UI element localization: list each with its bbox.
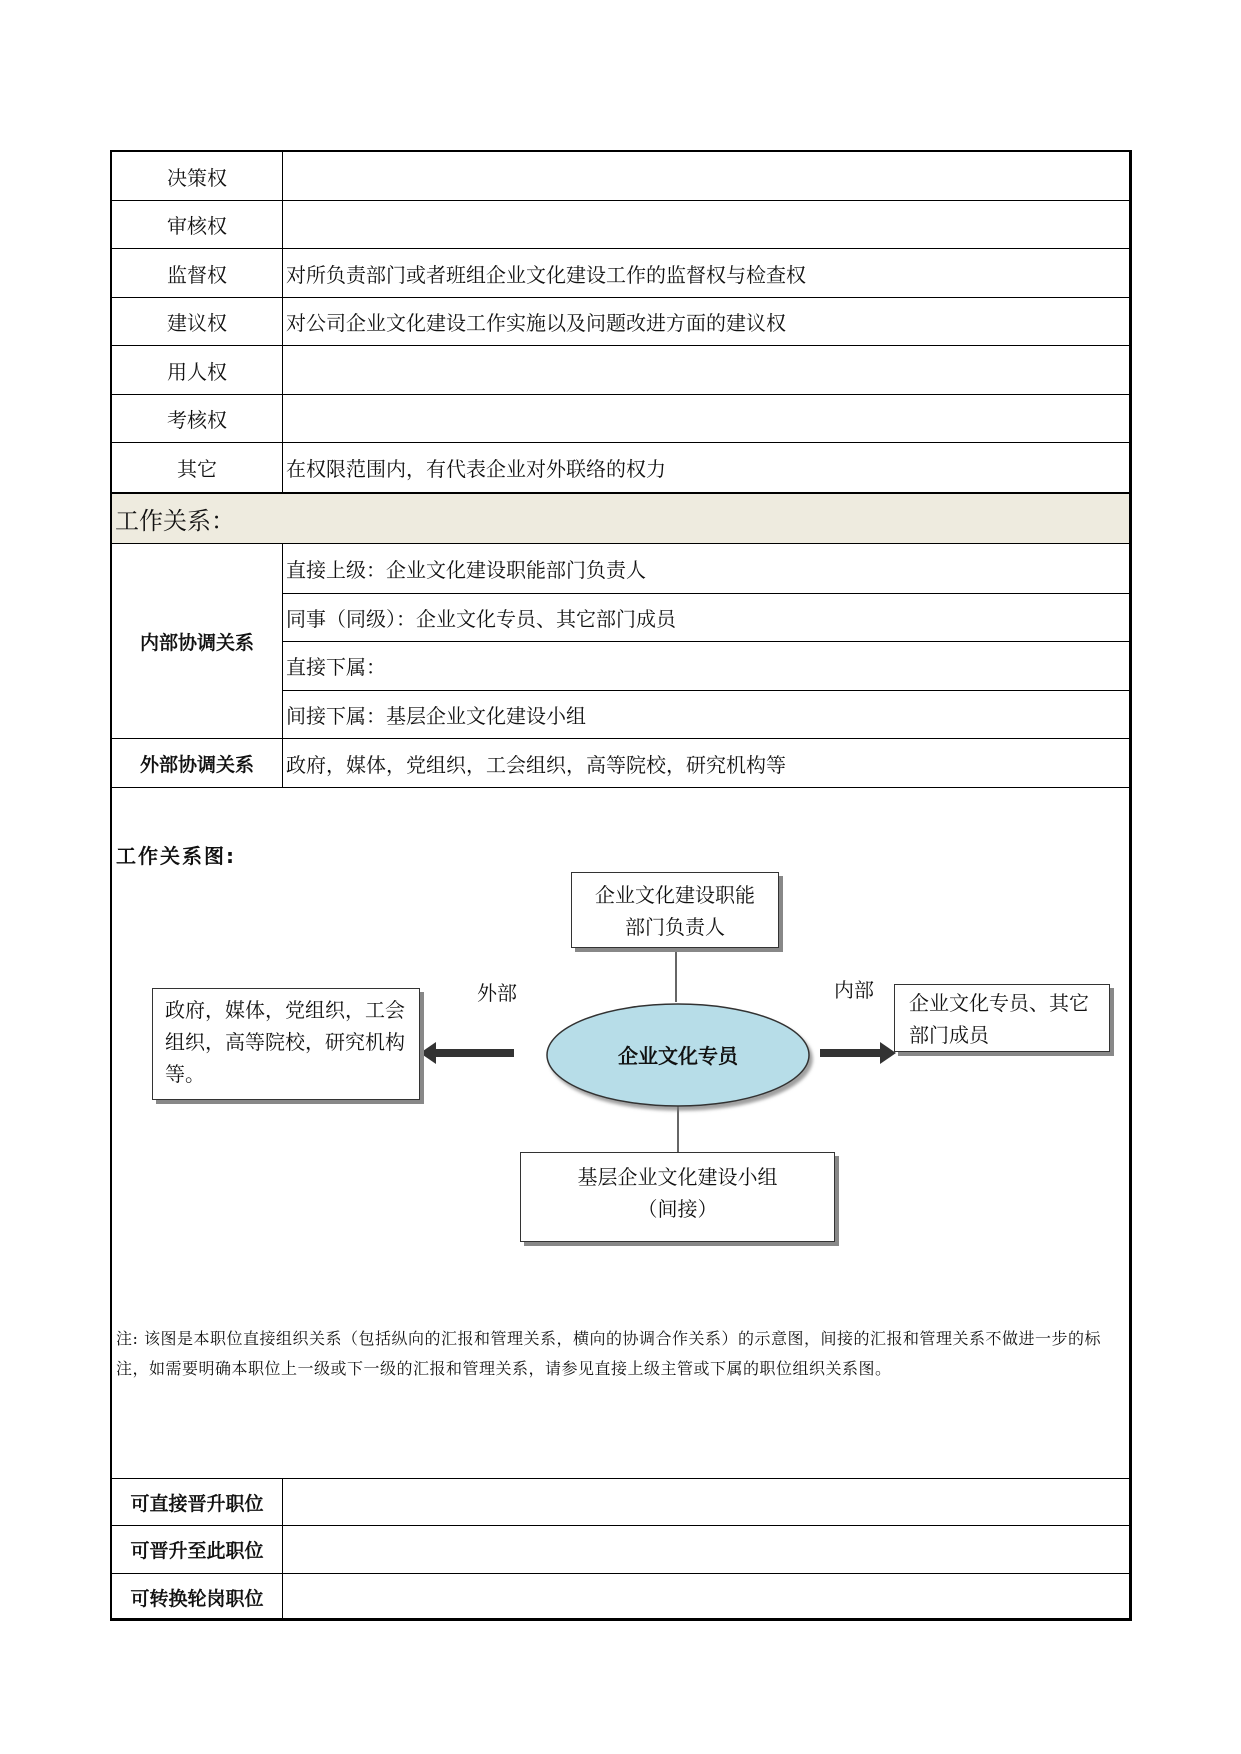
row-label: 用人权 (112, 346, 283, 394)
right-box (894, 984, 1110, 1052)
job-description-table (110, 150, 1132, 1621)
row-label: 决策权 (112, 152, 283, 200)
bottom-box-text: 基层企业文化建设小组 (577, 1165, 778, 1189)
list-item-text: 同事（同级）：企业文化专员、其它部门成员 (286, 606, 676, 631)
diagram-note: 注: 该图是本职位直接组织关系（包括纵向的汇报和管理关系，横向的协调合作关系）的示意图，间接的汇报和管理关系不做进一步的标注，如需要明确本职位上一级或下一级的汇报和管理关系，请参见直接上级主管或下属的职位组织关系图。 (116, 1329, 1101, 1378)
row-label: 考核权 (112, 395, 283, 442)
internal-relations-label: 内部协调关系 (112, 544, 283, 738)
external-relations-label: 外部协调关系 (112, 739, 283, 787)
right-arrow-icon (820, 1042, 896, 1064)
section-title: 工作关系： (112, 492, 1129, 544)
left-arrow-icon (420, 1042, 514, 1064)
center-label: 企业文化专员 (618, 1044, 738, 1068)
left-label: 外部 (477, 981, 517, 1005)
bottom-box-subtext: （间接） (637, 1197, 718, 1221)
row-label: 可转换轮岗职位 (112, 1574, 283, 1620)
list-item-text: 直接下属： (286, 655, 386, 679)
row-label: 建议权 (112, 298, 283, 345)
row-label: 监督权 (112, 249, 283, 297)
row-value (284, 1574, 1129, 1620)
list-item-text: 直接上级：企业文化建设职能部门负责人 (286, 558, 646, 582)
relationship-diagram (112, 152, 1130, 1452)
right-label: 内部 (834, 978, 874, 1002)
left-box-text: 政府，媒体，党组织，工会组织，高等院校，研究机构等。 (165, 998, 405, 1086)
table-row (112, 1526, 1129, 1574)
external-relations-value: 政府，媒体，党组织，工会组织，高等院校，研究机构等 (286, 752, 786, 777)
row-label: 可直接晋升职位 (112, 1479, 283, 1525)
row-value (284, 1526, 1129, 1573)
row-value: 对所负责部门或者班组企业文化建设工作的监督权与检查权 (286, 262, 806, 287)
top-box-text: 企业文化建设职能部门负责人 (595, 883, 755, 939)
row-value (284, 1479, 1129, 1525)
right-box-text: 企业文化专员、其它部门成员 (909, 991, 1089, 1047)
row-label: 其它 (112, 443, 283, 492)
row-value: 在权限范围内，有代表企业对外联络的权力 (286, 457, 666, 481)
list-item-text: 间接下属：基层企业文化建设小组 (286, 703, 586, 728)
row-label: 审核权 (112, 201, 283, 248)
bottom-box (520, 1152, 835, 1242)
top-box (571, 872, 779, 948)
table-row (112, 1574, 1129, 1620)
row-label: 可晋升至此职位 (112, 1526, 283, 1573)
table-row (112, 1478, 1129, 1526)
left-box (152, 988, 420, 1100)
diagram-title: 工作关系图: (116, 844, 236, 868)
row-value: 对公司企业文化建设工作实施以及问题改进方面的建议权 (286, 311, 786, 335)
